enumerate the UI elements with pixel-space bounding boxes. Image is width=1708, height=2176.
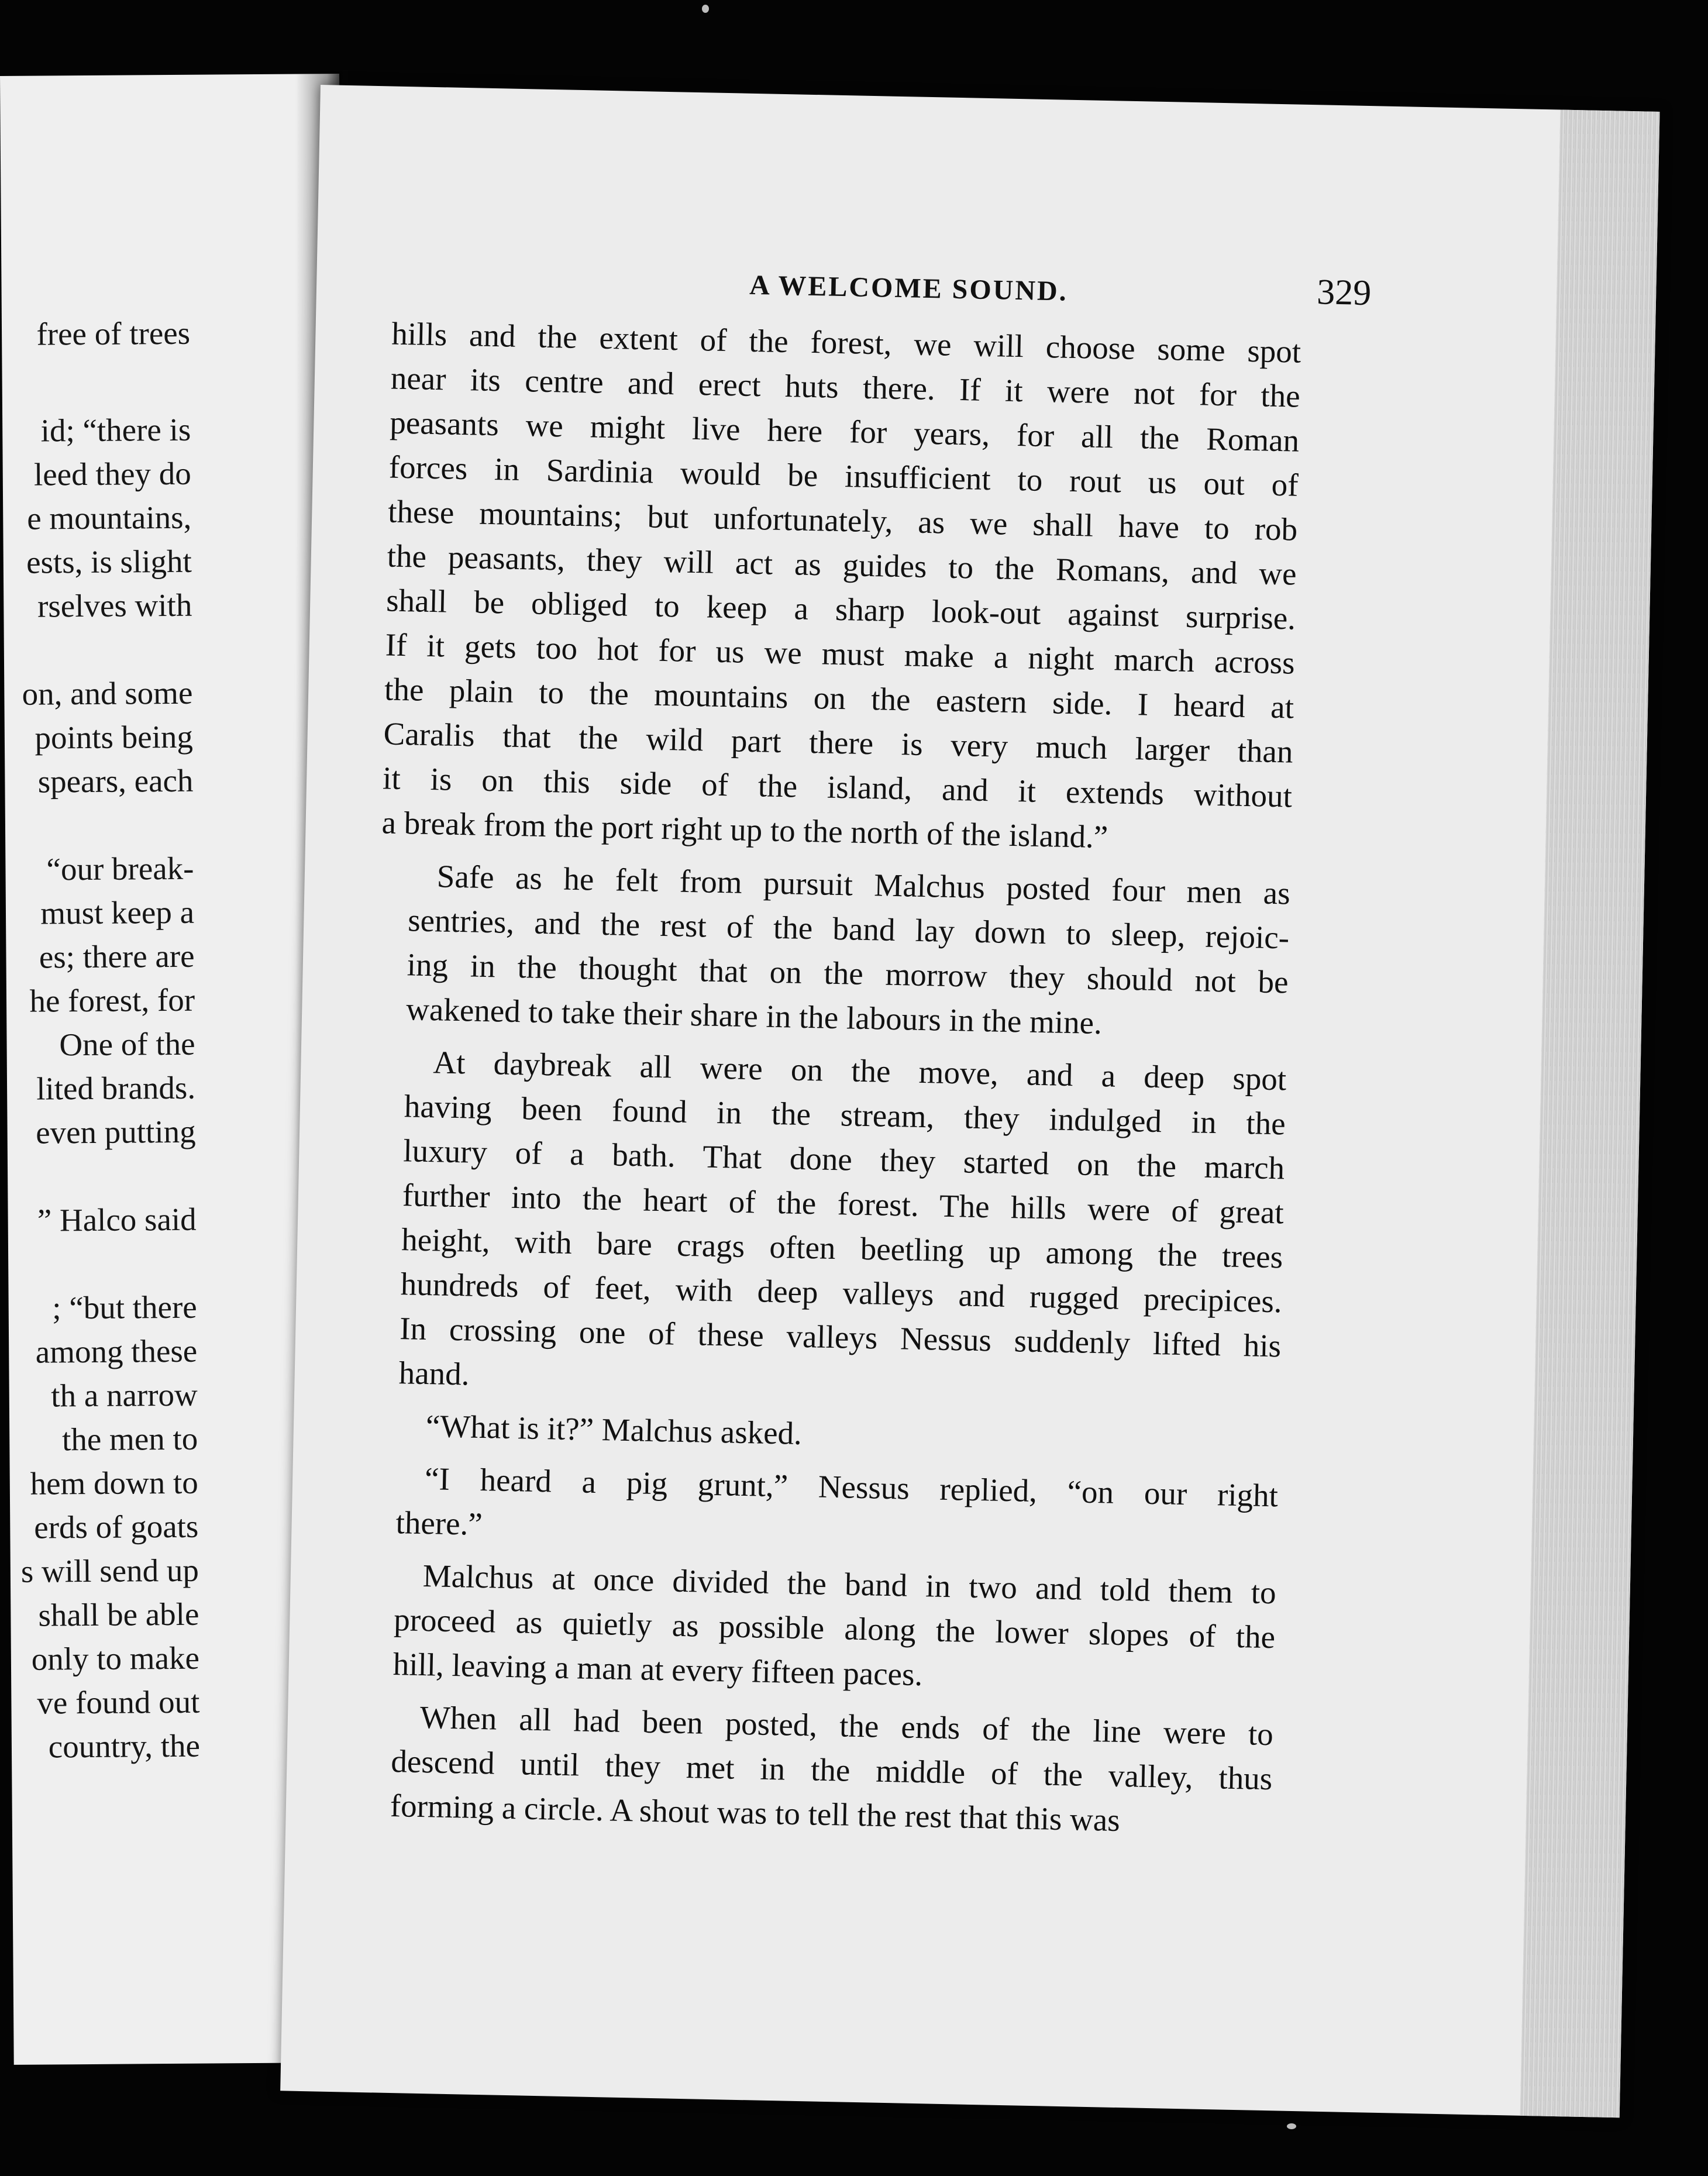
left-page-line: erds of goats (34, 1508, 199, 1545)
text-line: “What is it?” Malchus asked. (425, 1408, 803, 1451)
text-line: forces in Sardinia would be insufficient to rout us out of (388, 449, 1299, 503)
text-line: shall be obliged to keep a sharp look-out against surprise. (385, 582, 1296, 636)
text-line: having been found in the stream, they indulged in the (404, 1088, 1286, 1142)
left-page-line: id; “there is (40, 411, 191, 449)
paragraph (381, 312, 1301, 863)
text-line: descend until they met in the middle of the valley, thus (390, 1743, 1273, 1797)
text-line: the peasants, they will act as guides to the Romans, and we (387, 538, 1297, 592)
text-line: hand. (398, 1355, 470, 1392)
left-page-line: ” Halco said (37, 1201, 197, 1238)
text-line: these mountains; but unfortunately, as we shall have to rob (387, 493, 1298, 548)
left-page-line: he forest, for (29, 982, 195, 1019)
text-line: hills and the extent of the forest, we will choose some spot (391, 315, 1301, 370)
paragraph (378, 853, 1291, 1049)
left-page-line: ; “but there (52, 1289, 197, 1326)
paragraph (370, 1039, 1287, 1413)
text-line: peasants we might live here for years, for all the Roman (389, 404, 1300, 459)
left-page-line: only to make (31, 1640, 200, 1677)
left-page-line: country, the (48, 1727, 201, 1765)
text-line: In crossing one of these valleys Nessus suddenly lifted his (399, 1310, 1282, 1364)
left-page-line: must keep a (40, 894, 195, 931)
text-line: hundreds of feet, with deep valleys and rugged precipices. (400, 1266, 1283, 1320)
text-line: ing in the thought that on the morrow they should not be (407, 946, 1289, 1000)
paragraph (361, 1694, 1273, 1846)
text-line: When all had been posted, the ends of the line were to (419, 1699, 1274, 1752)
left-page-line: s will send up (20, 1552, 199, 1589)
left-page-text (0, 74, 339, 1765)
text-line: wakened to take their share in the labours in the mine. (405, 991, 1103, 1041)
right-page (280, 85, 1659, 2118)
left-page-line: among these (35, 1333, 198, 1370)
page-number: 329 (1316, 272, 1372, 314)
paragraph (369, 1403, 1279, 1465)
text-line: a break from the port right up to the north of the island.” (381, 804, 1108, 855)
text-line: proceed as quietly as possible along the lower slopes of the (393, 1602, 1276, 1655)
left-page-line: ve found out (37, 1683, 200, 1721)
left-page-line: es; there are (39, 938, 195, 975)
text-line: sentries, and the rest of the band lay down to sleep, rejoic- (407, 902, 1290, 956)
left-page-line: ests, is slight (26, 543, 192, 580)
text-line: the plain to the mountains on the eastern side. I heard at (384, 671, 1294, 725)
text-line: “I heard a pig grunt,” Nessus replied, “on our right (424, 1461, 1279, 1514)
left-page-line: One of the (59, 1025, 195, 1063)
dust-speck (1287, 2123, 1296, 2129)
text-line: At daybreak all were on the move, and a deep spot (432, 1044, 1287, 1097)
text-line: there.” (395, 1504, 483, 1543)
text-line: If it gets too hot for us we must make a night march across (385, 626, 1296, 681)
left-page-line: on, and some (22, 674, 193, 712)
left-page-line: points being (35, 718, 194, 756)
running-head: A WELCOME SOUND. (749, 269, 1069, 307)
left-page-line: lited brands. (36, 1069, 196, 1107)
text-line: it is on this side of the island, and it extends without (382, 760, 1293, 814)
left-page-line: even putting (35, 1113, 196, 1151)
text-line: height, with bare crags often beetling up among the trees (401, 1221, 1283, 1275)
left-page-line: hem down to (30, 1464, 199, 1502)
text-line: luxury of a bath. That done they started on the march (402, 1132, 1285, 1186)
body-text (361, 312, 1301, 1854)
left-page-line: the men to (61, 1420, 198, 1458)
left-page-line: leed they do (33, 455, 191, 493)
left-page-line: rselves with (37, 587, 192, 624)
text-line: forming a circle. A shout was to tell the rest that this was (390, 1787, 1121, 1838)
text-line: Caralis that the wild part there is very much larger than (383, 715, 1294, 770)
dust-speck (702, 5, 709, 13)
left-page-line: th a narrow (51, 1376, 198, 1414)
paragraph (364, 1552, 1276, 1704)
text-line: further into the heart of the forest. The hills were of great (402, 1177, 1285, 1231)
text-line: Safe as he felt from pursuit Malchus posted four men as (436, 858, 1291, 911)
left-page-line: free of trees (36, 315, 191, 352)
left-page-line: spears, each (37, 762, 194, 800)
text-line: Malchus at once divided the band in two and told them to (422, 1558, 1277, 1611)
text-line: hill, leaving a man at every fifteen paces. (392, 1646, 923, 1693)
left-page-line: shall be able (38, 1596, 199, 1633)
text-line: near its centre and erect huts there. If it were not for the (390, 360, 1301, 414)
left-page-line: e mountains, (26, 499, 192, 536)
paragraph (367, 1455, 1279, 1562)
left-page-line: “our break- (46, 850, 194, 887)
page-edges (1520, 110, 1660, 2118)
